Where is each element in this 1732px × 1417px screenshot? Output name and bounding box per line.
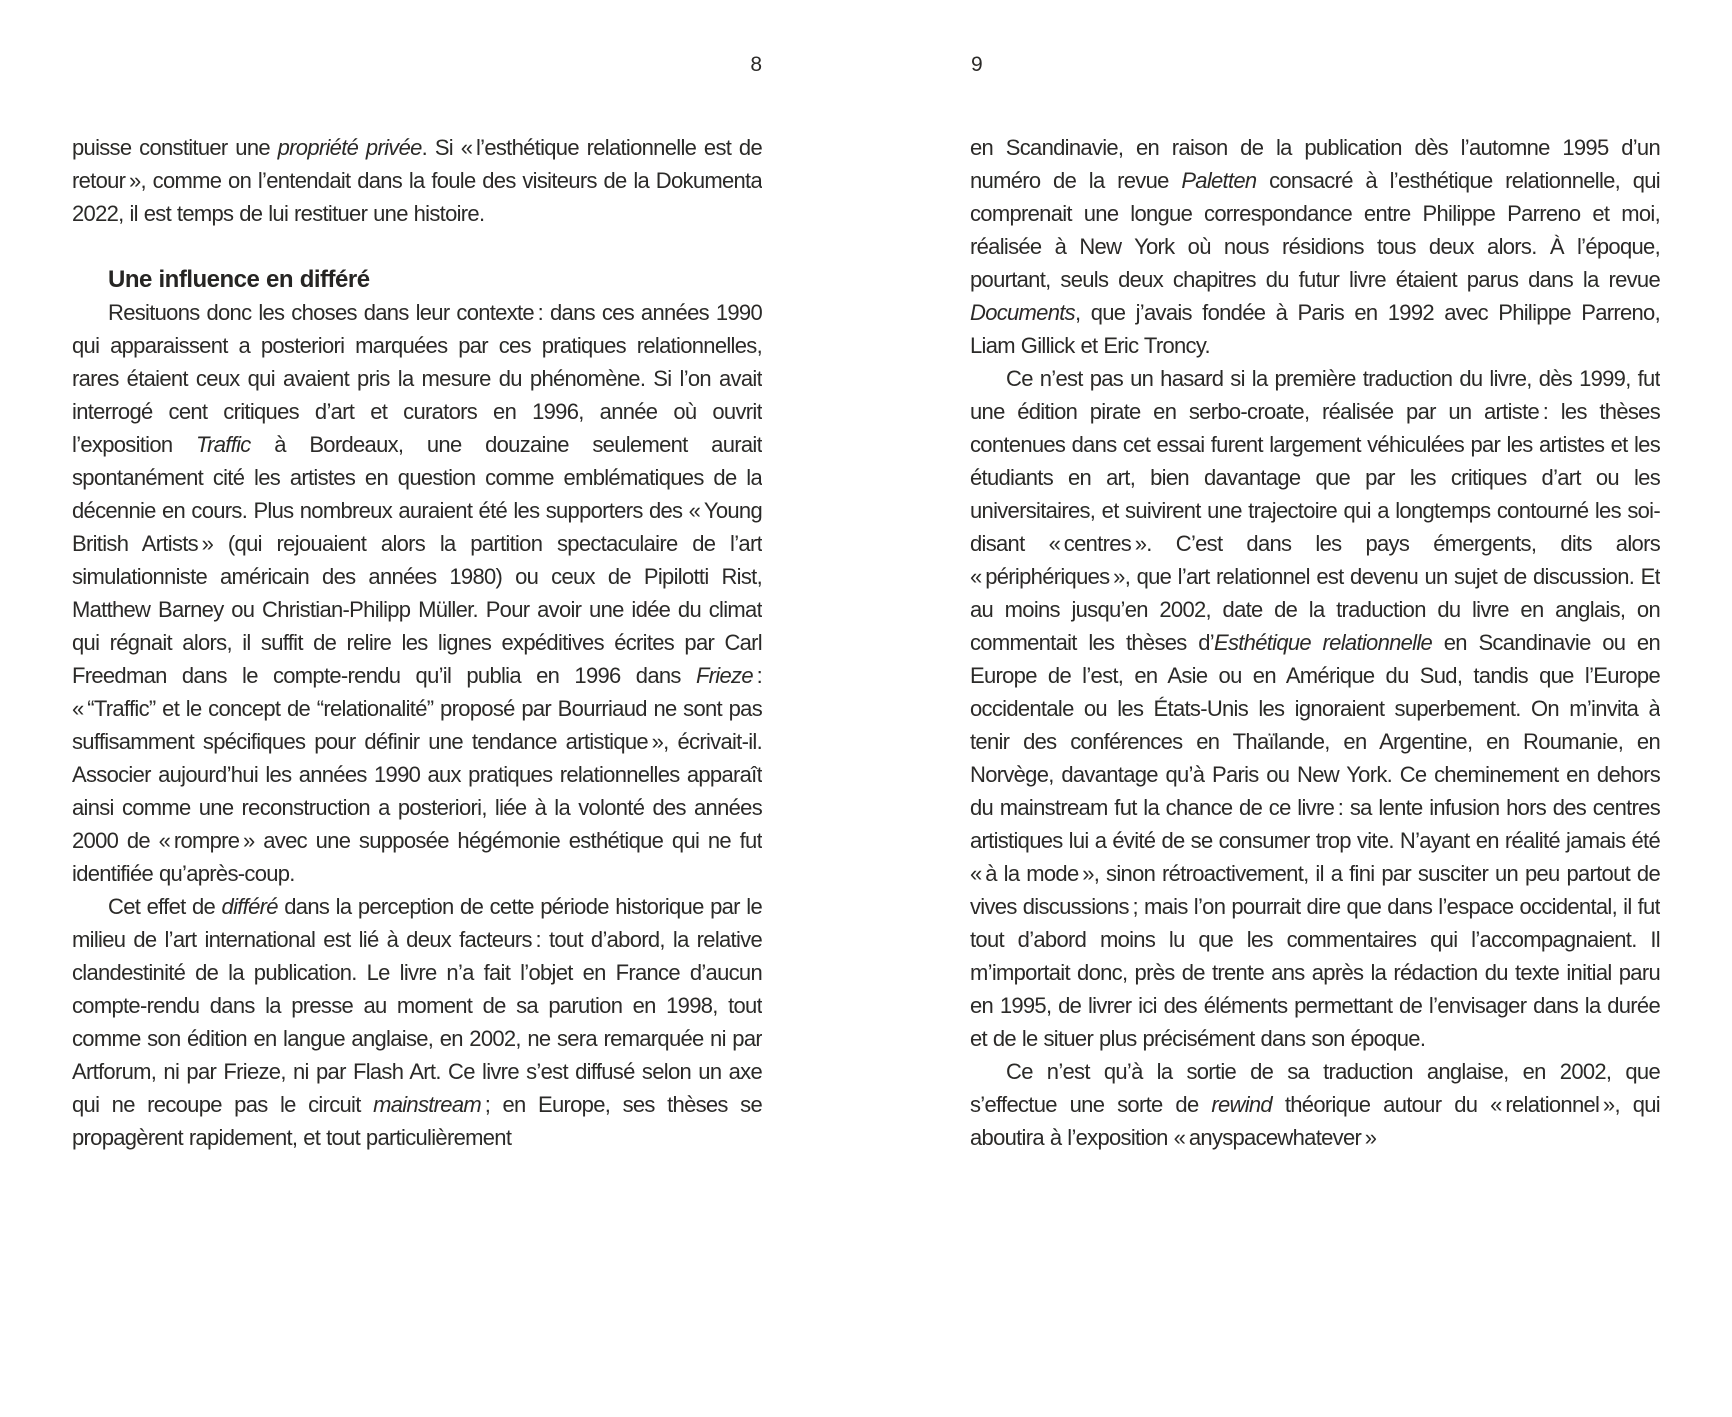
- page-body-text-right: [970, 131, 1660, 1154]
- page-left: [72, 0, 762, 1417]
- page-right: [970, 0, 1660, 1417]
- page-number-left: 8: [750, 53, 762, 76]
- paragraph: en Scandinavie, en raison de la publication dès l’automne 1995 d’un numéro de la revue Paletten consacré à l’esthétique relationnelle, qui comprenait une longue correspondance entre Philippe Parreno et moi, réalisée à New York où nous résidions tous deux alors. À l’époque, pourtant, seuls deux chapitres du futur livre étaient parus dans la revue Documents, que j’avais fondée à Paris en 1992 avec Philippe Parreno, Liam Gillick et Eric Troncy.: [970, 135, 1660, 358]
- section-heading: Une influence en différé: [108, 266, 370, 293]
- page-body-text-left: [72, 131, 762, 1154]
- paragraph: Resituons donc les choses dans leur contexte : dans ces années 1990 qui apparaissent a posteriori marquées par ces pratiques relationnelles, rares étaient ceux qui avaient pris la mesure du phénomène. Si l’on avait interrogé cent critiques d’art et curators en 1996, année où ouvrit l’exposition Traffic à Bordeaux, une douzaine seulement aurait spontanément cité les artistes en question comme emblématiques de la décennie en cours. Plus nombreux auraient été les supporters des « Young British Artists » (qui rejouaient alors la partition spectaculaire de l’art simulationniste américain des années 1980) ou ceux de Pipilotti Rist, Matthew Barney ou Christian-Philipp Müller. Pour avoir une idée du climat qui régnait alors, il suffit de relire les lignes expéditives écrites par Carl Freedman dans le compte-rendu qu’il publia en 1996 dans Frieze : « “Traffic” et le concept de “relationalité” proposé par Bourriaud ne sont pas suffisamment spécifiques pour définir une tendance artistique », écrivait-il. Associer aujourd’hui les années 1990 aux pratiques relationnelles apparaît ainsi comme une reconstruction a posteriori, liée à la volonté des années 2000 de « rompre » avec une supposée hégémonie esthétique qui ne fut identifiée qu’après-coup.: [72, 300, 762, 886]
- paragraph: Ce n’est qu’à la sortie de sa traduction anglaise, en 2002, que s’effectue une sorte de rewind théorique autour du « relationnel », qui aboutira à l’exposition « anyspacewhatever »: [970, 1059, 1660, 1150]
- paragraph: Cet effet de différé dans la perception de cette période historique par le milieu de l’art international est lié à deux facteurs : tout d’abord, la relative clandestinité de la publication. Le livre n’a fait l’objet en France d’aucun compte-rendu dans la presse au moment de sa parution en 1998, tout comme son édition en langue anglaise, en 2002, ne sera remarquée ni par Artforum, ni par Frieze, ni par Flash Art. Ce livre s’est diffusé selon un axe qui ne recoupe pas le circuit mainstream ; en Europe, ses thèses se propagèrent rapidement, et tout particulièrement: [72, 894, 762, 1150]
- paragraph: puisse constituer une propriété privée. Si « l’esthétique relationnelle est de retour », comme on l’entendait dans la foule des visiteurs de la Dokumenta 2022, il est temps de lui restituer une histoire.: [72, 135, 762, 226]
- paragraph: Ce n’est pas un hasard si la première traduction du livre, dès 1999, fut une édition pirate en serbo-croate, réalisée par un artiste : les thèses contenues dans cet essai furent largement véhiculées par les artistes et les étudiants en art, bien davantage que par les critiques d’art ou les universitaires, et suivirent une trajectoire qui a longtemps contourné les soi-disant « centres ». C’est dans les pays émergents, dits alors « périphériques », que l’art relationnel est devenu un sujet de discussion. Et au moins jusqu’en 2002, date de la traduction du livre en anglais, on commentait les thèses d’Esthétique relationnelle en Scandinavie ou en Europe de l’est, en Asie ou en Amérique du Sud, tandis que l’Europe occidentale ou les États-Unis les ignoraient superbement. On m’invita à tenir des conférences en Thaïlande, en Argentine, en Roumanie, en Norvège, davantage qu’à Paris ou New York. Ce cheminement en dehors du mainstream fut la chance de ce livre : sa lente infusion hors des centres artistiques lui a évité de se consumer trop vite. N’ayant en réalité jamais été « à la mode », sinon rétroactivement, il a fini par susciter un peu partout de vives discussions ; mais l’on pourrait dire que dans l’espace occidental, il fut tout d’abord moins lu que les commentaires qui l’accompagnaient. Il m’importait donc, près de trente ans après la rédaction du texte initial paru en 1995, de livrer ici des éléments permettant de l’envisager dans la durée et de le situer plus précisément dans son époque.: [970, 366, 1660, 1051]
- page-number-right: 9: [971, 53, 983, 76]
